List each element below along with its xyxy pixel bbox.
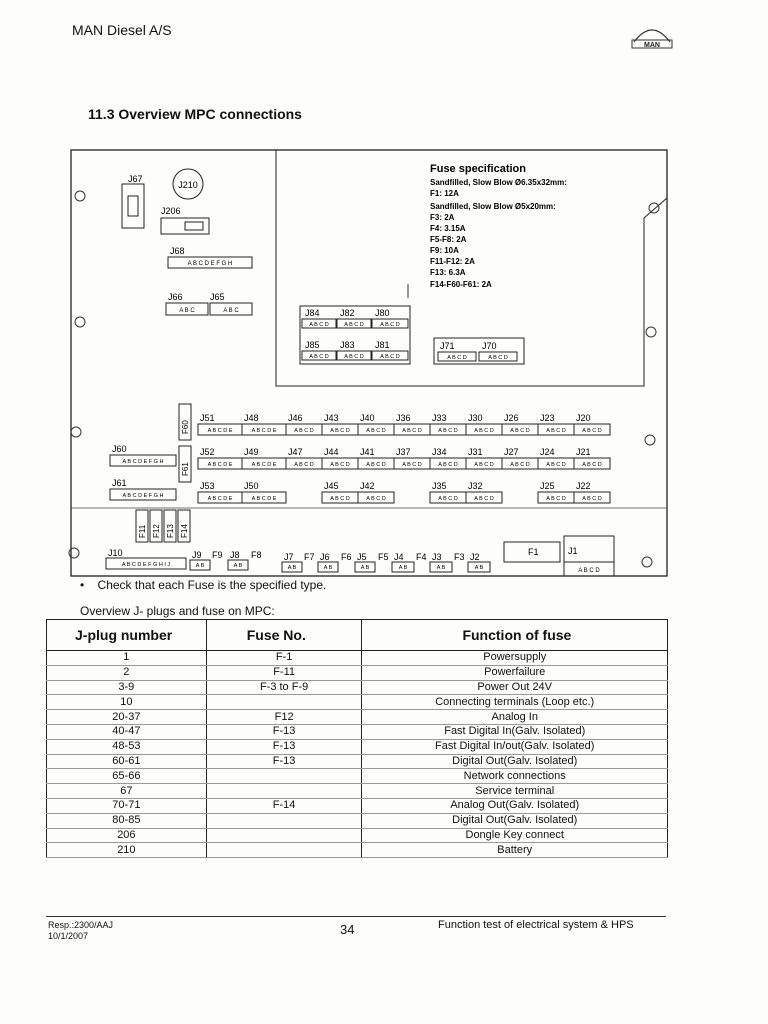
table-row	[47, 784, 668, 799]
j49-label: J49	[244, 447, 259, 457]
f61-label: F61	[181, 462, 190, 476]
j61-label: J61	[112, 478, 127, 488]
j51-label: J51	[200, 413, 215, 423]
svg-text:A B C D: A B C D	[474, 462, 494, 468]
fuse-cell: F-14	[206, 798, 362, 813]
j71-pins: A B C D	[447, 355, 467, 361]
function-cell: Digital Out(Galv. Isolated)	[362, 813, 668, 828]
footer-resp: Resp.:2300/AAJ	[48, 920, 114, 930]
function-cell: Digital Out(Galv. Isolated)	[362, 754, 668, 769]
j65-label: J65	[210, 292, 225, 302]
j70-pins: A B C D	[488, 355, 508, 361]
fuse-cell	[206, 784, 362, 799]
j84-label: J84	[305, 308, 320, 318]
f13-label: F13	[166, 524, 175, 538]
svg-text:A B C D: A B C D	[582, 462, 602, 468]
table-row	[47, 828, 668, 843]
page-number: 34	[340, 922, 355, 937]
table-row	[47, 680, 668, 695]
col-jplug: J-plug number	[47, 620, 207, 651]
function-cell: Fast Digital In/out(Galv. Isolated)	[362, 739, 668, 754]
fuse-cell: F-3 to F-9	[206, 680, 362, 695]
j65-pins: A B C	[223, 308, 239, 314]
svg-text:A B: A B	[398, 565, 408, 571]
row3-connectors	[198, 481, 610, 503]
svg-text:A B C D: A B C D	[546, 428, 566, 434]
svg-text:A B C D: A B C D	[582, 428, 602, 434]
fuse-cell	[206, 813, 362, 828]
svg-text:A B C D: A B C D	[294, 462, 314, 468]
j35-label: J35	[432, 481, 447, 491]
svg-text:A B: A B	[360, 565, 370, 571]
svg-text:A B C D: A B C D	[366, 462, 386, 468]
fuse-spec-line: Sandfilled, Slow Blow Ø6.35x32mm:	[430, 178, 567, 187]
jplug-cell: 67	[47, 784, 207, 799]
svg-text:A B C D: A B C D	[402, 462, 422, 468]
svg-text:A B C D E: A B C D E	[207, 496, 233, 502]
function-cell: Analog Out(Galv. Isolated)	[362, 798, 668, 813]
table-row	[47, 813, 668, 828]
mounting-hole	[75, 191, 85, 201]
svg-text:J4: J4	[394, 552, 404, 562]
svg-text:J2: J2	[470, 552, 480, 562]
function-cell: Dongle Key connect	[362, 828, 668, 843]
j31-label: J31	[468, 447, 483, 457]
j60-label: J60	[112, 444, 127, 454]
fuse-cell	[206, 695, 362, 710]
jplug-cell: 70-71	[47, 798, 207, 813]
svg-text:A B C D: A B C D	[582, 496, 602, 502]
fuse-spec-line: F9: 10A	[430, 246, 459, 255]
j24-label: J24	[540, 447, 555, 457]
jplug-cell: 65-66	[47, 769, 207, 784]
fuse-cell: F-13	[206, 739, 362, 754]
j30-label: J30	[468, 413, 483, 423]
j68-label: J68	[170, 246, 185, 256]
svg-text:A B C D: A B C D	[510, 428, 530, 434]
j22-label: J22	[576, 481, 591, 491]
function-cell: Connecting terminals (Loop etc.)	[362, 695, 668, 710]
col-function: Function of fuse	[362, 620, 668, 651]
table-row	[47, 724, 668, 739]
svg-text:A B C D E F G H: A B C D E F G H	[122, 459, 164, 465]
mounting-hole	[646, 327, 656, 337]
table-row	[47, 843, 668, 858]
svg-text:A B C D: A B C D	[294, 428, 314, 434]
j42-label: J42	[360, 481, 375, 491]
svg-text:F3: F3	[454, 552, 465, 562]
table-row	[47, 695, 668, 710]
svg-text:F7: F7	[304, 552, 315, 562]
j23-label: J23	[540, 413, 555, 423]
mounting-hole	[645, 435, 655, 445]
jplug-cell: 40-47	[47, 724, 207, 739]
svg-text:A B C D: A B C D	[578, 568, 600, 574]
j68-pins: A B C D E F G H	[187, 261, 233, 267]
svg-text:A B C D: A B C D	[438, 462, 458, 468]
logo-text: MAN	[644, 42, 660, 49]
fuse-spec-lines	[430, 178, 567, 289]
table-row	[47, 798, 668, 813]
function-cell: Battery	[362, 843, 668, 858]
j47-label: J47	[288, 447, 303, 457]
jplug-cell: 1	[47, 651, 207, 666]
fuse-cell: F12	[206, 710, 362, 725]
j10-label: J10	[108, 548, 123, 558]
j1-label: J1	[568, 546, 578, 556]
j27-label: J27	[504, 447, 519, 457]
j50-label: J50	[244, 481, 259, 491]
company-name: MAN Diesel A/S	[72, 22, 172, 38]
j80-pins: A B C D	[380, 322, 400, 328]
j20-label: J20	[576, 413, 591, 423]
jplug-cell: 206	[47, 828, 207, 843]
fuse-cell: F-1	[206, 651, 362, 666]
svg-text:A B C D E: A B C D E	[251, 428, 277, 434]
svg-text:J3: J3	[432, 552, 442, 562]
j34-label: J34	[432, 447, 447, 457]
j37-label: J37	[396, 447, 411, 457]
f11-label: F11	[138, 524, 147, 538]
svg-text:A B C D: A B C D	[546, 496, 566, 502]
j45-label: J45	[324, 481, 339, 491]
j32-label: J32	[468, 481, 483, 491]
table-row	[47, 739, 668, 754]
j82-label: J82	[340, 308, 355, 318]
j46-label: J46	[288, 413, 303, 423]
svg-text:F6: F6	[341, 552, 352, 562]
table-row	[47, 665, 668, 680]
j83-label: J83	[340, 340, 355, 350]
fuse-spec-title: Fuse specification	[430, 163, 526, 175]
svg-text:J5: J5	[357, 552, 367, 562]
fuse-spec-line: F4: 3.15A	[430, 224, 466, 233]
jplug-cell: 2	[47, 665, 207, 680]
fuse-spec-line: F11-F12: 2A	[430, 257, 475, 266]
svg-text:A B C D: A B C D	[474, 428, 494, 434]
svg-text:A B C D: A B C D	[330, 428, 350, 434]
j81-pins: A B C D	[380, 354, 400, 360]
fuse-cell: F-13	[206, 724, 362, 739]
footer-doc-title: Function test of electrical system & HPS	[438, 919, 634, 931]
fuse-type-note: • Check that each Fuse is the specified type.	[80, 578, 327, 592]
fuses-f11-f14	[136, 510, 190, 542]
col-fuse: Fuse No.	[206, 620, 362, 651]
j40-label: J40	[360, 413, 375, 423]
j66-pins: A B C	[179, 308, 195, 314]
svg-text:A B C D: A B C D	[474, 496, 494, 502]
svg-text:A B: A B	[195, 563, 205, 569]
j71-label: J71	[440, 341, 455, 351]
man-logo	[630, 20, 674, 50]
j210-label: J210	[178, 180, 198, 190]
svg-text:A B C D: A B C D	[402, 428, 422, 434]
function-cell: Powerfailure	[362, 665, 668, 680]
fuse-cell	[206, 769, 362, 784]
jplug-cell: 80-85	[47, 813, 207, 828]
function-cell: Fast Digital In(Galv. Isolated)	[362, 724, 668, 739]
j21-label: J21	[576, 447, 591, 457]
svg-text:J8: J8	[230, 550, 240, 560]
svg-text:J7: J7	[284, 552, 294, 562]
mounting-hole	[75, 317, 85, 327]
fuse-cell	[206, 828, 362, 843]
svg-text:A B: A B	[233, 563, 243, 569]
svg-text:A B: A B	[436, 565, 446, 571]
svg-text:F9: F9	[212, 550, 223, 560]
svg-text:A B C D E F G H: A B C D E F G H	[122, 493, 164, 499]
mounting-hole	[71, 427, 81, 437]
svg-text:A B C D: A B C D	[546, 462, 566, 468]
j41-label: J41	[360, 447, 375, 457]
f1-label: F1	[528, 547, 539, 557]
fuse-cell	[206, 843, 362, 858]
jplug-cell: 10	[47, 695, 207, 710]
j66-label: J66	[168, 292, 183, 302]
jplug-cell: 210	[47, 843, 207, 858]
fuse-spec-line: F5-F8: 2A	[430, 235, 467, 244]
svg-text:A B C D: A B C D	[366, 428, 386, 434]
svg-text:A B: A B	[287, 565, 297, 571]
svg-text:A B: A B	[323, 565, 333, 571]
j44-label: J44	[324, 447, 339, 457]
j83-pins: A B C D	[344, 354, 364, 360]
table-header-row	[47, 620, 668, 651]
fuse-spec-line: F13: 6.3A	[430, 268, 466, 277]
jplug-cell: 60-61	[47, 754, 207, 769]
table-row	[47, 651, 668, 666]
fuse-spec-line: F14-F60-F61: 2A	[430, 280, 492, 289]
j67-label: J67	[128, 174, 143, 184]
svg-text:A B C D E F G H I J: A B C D E F G H I J	[121, 562, 171, 568]
svg-text:A B C D E: A B C D E	[251, 496, 277, 502]
j67-connector	[122, 184, 144, 228]
svg-text:A B C D: A B C D	[438, 496, 458, 502]
svg-text:A B C D: A B C D	[330, 496, 350, 502]
jplug-cell: 20-37	[47, 710, 207, 725]
svg-text:J6: J6	[320, 552, 330, 562]
svg-text:J9: J9	[192, 550, 202, 560]
f12-label: F12	[152, 524, 161, 538]
svg-text:F5: F5	[378, 552, 389, 562]
j84-pins: A B C D	[309, 322, 329, 328]
j81-label: J81	[375, 340, 390, 350]
footer-rule	[46, 916, 666, 917]
svg-text:A B C D: A B C D	[330, 462, 350, 468]
f14-label: F14	[180, 524, 189, 538]
function-cell: Analog In	[362, 710, 668, 725]
table-row	[47, 710, 668, 725]
j206-label: J206	[161, 206, 181, 216]
fuse-cell: F-13	[206, 754, 362, 769]
overview-caption: Overview J- plugs and fuse on MPC:	[80, 604, 275, 618]
j36-label: J36	[396, 413, 411, 423]
j48-label: J48	[244, 413, 259, 423]
j80-block	[302, 308, 408, 360]
mounting-hole	[649, 203, 659, 213]
footer-date: 10/1/2007	[48, 931, 89, 941]
function-cell: Powersupply	[362, 651, 668, 666]
j52-label: J52	[200, 447, 215, 457]
table-row	[47, 754, 668, 769]
f60-label: F60	[181, 420, 190, 434]
fuse-spec-line: F1: 12A	[430, 189, 459, 198]
fuse-spec-line: Sandfilled, Slow Blow Ø5x20mm:	[430, 202, 556, 211]
mpc-board-diagram	[64, 148, 684, 580]
svg-text:A B C D: A B C D	[510, 462, 530, 468]
table-row	[47, 769, 668, 784]
function-cell: Power Out 24V	[362, 680, 668, 695]
mounting-hole	[642, 557, 652, 567]
svg-text:A B C D E: A B C D E	[251, 462, 277, 468]
svg-text:A B C D E: A B C D E	[207, 428, 233, 434]
svg-text:F8: F8	[251, 550, 262, 560]
svg-text:A B C D: A B C D	[438, 428, 458, 434]
fuse-spec-line: F3: 2A	[430, 213, 455, 222]
j80-label: J80	[375, 308, 390, 318]
fuse-type-note-text: Check that each Fuse is the specified type.	[97, 578, 327, 592]
j43-label: J43	[324, 413, 339, 423]
row1-connectors	[198, 413, 610, 435]
j85-pins: A B C D	[309, 354, 329, 360]
svg-text:A B C D: A B C D	[366, 496, 386, 502]
function-cell: Network connections	[362, 769, 668, 784]
svg-text:A B C D E: A B C D E	[207, 462, 233, 468]
j85-label: J85	[305, 340, 320, 350]
j70-label: J70	[482, 341, 497, 351]
j53-label: J53	[200, 481, 215, 491]
function-cell: Service terminal	[362, 784, 668, 799]
fuse-table	[46, 619, 668, 858]
j82-pins: A B C D	[344, 322, 364, 328]
jplug-cell: 3-9	[47, 680, 207, 695]
row2-connectors	[198, 447, 610, 469]
fuse-cell: F-11	[206, 665, 362, 680]
j25-label: J25	[540, 481, 555, 491]
j33-label: J33	[432, 413, 447, 423]
svg-text:A B: A B	[474, 565, 484, 571]
j26-label: J26	[504, 413, 519, 423]
section-title: 11.3 Overview MPC connections	[88, 106, 302, 122]
jplug-cell: 48-53	[47, 739, 207, 754]
svg-text:F4: F4	[416, 552, 427, 562]
